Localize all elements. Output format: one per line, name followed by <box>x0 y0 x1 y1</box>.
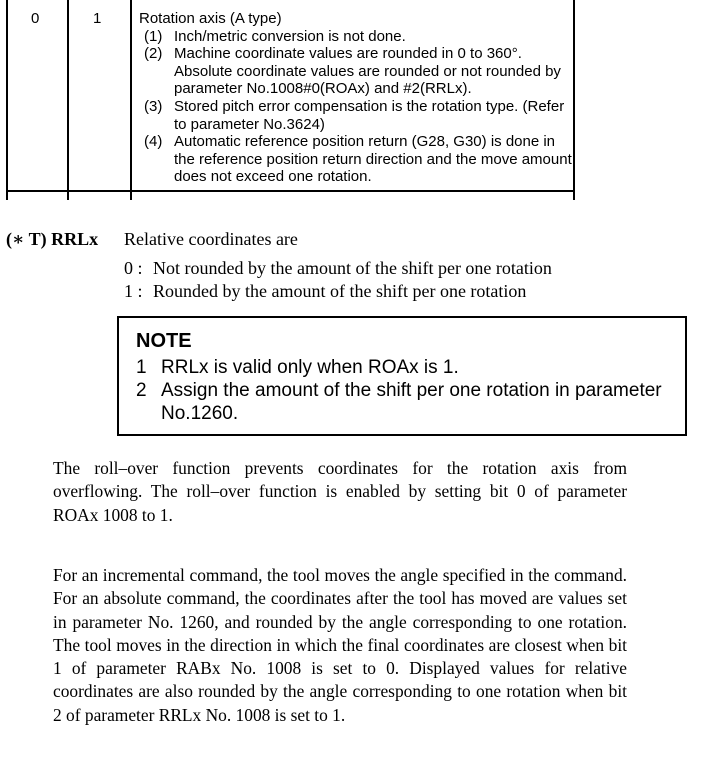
description-item-text: Inch/metric conversion is not done. <box>174 27 406 45</box>
note-item-number: 2 <box>136 380 147 401</box>
description-item <box>144 45 579 98</box>
description-item-number: (1) <box>144 27 163 45</box>
description-item-text: Stored pitch error compensation is the rotation type. (Refer to parameter No.3624) <box>174 97 565 133</box>
description-item <box>144 98 579 133</box>
table-divider-1 <box>67 0 69 200</box>
note-item-number: 1 <box>136 357 147 378</box>
table-cell-col1: 0 <box>31 10 40 27</box>
option-key: 0 : <box>124 258 143 278</box>
table-row-bottom-border <box>6 190 575 192</box>
option-text: Not rounded by the amount of the shift per one rotation <box>153 258 552 278</box>
note-item-text: RRLx is valid only when ROAx is 1. <box>161 357 459 378</box>
parameter-table-fragment <box>6 0 575 200</box>
body-paragraph: For an incremental command, the tool moves the angle specified in the command. For an absolute command, the coordinates after the tool has moved are values set in parameter No. 1260, and rounded by the angle corresponding to one rotation. The tool moves in the direction in which the final coordinates are closest when bit 1 of parameter RABx No. 1008 is set to 0. Displayed values for relative coordinates are also rounded by the angle corresponding to one rotation when bit 2 of parameter RRLx No. 1008 is set to 1. <box>53 565 627 725</box>
table-cell-description <box>139 10 579 186</box>
description-item-text: Automatic reference position return (G28, G30) is done in the reference position return direction and the move amount does not exceed one rotation. <box>174 133 572 186</box>
note-item <box>136 379 681 425</box>
description-title: Rotation axis (A type) <box>139 10 282 27</box>
parameter-option <box>124 280 552 303</box>
option-text: Rounded by the amount of the shift per one rotation <box>153 281 527 301</box>
description-item-text: Machine coordinate values are rounded in 0 to 360°. Absolute coordinate values are rounded or not rounded by parameter No.1008#0(ROAx) and #2(RRLx). <box>174 45 561 98</box>
option-key: 1 : <box>124 281 143 301</box>
note-item-text: Assign the amount of the shift per one rotation in parameter No.1260. <box>161 380 662 424</box>
table-cell-col2: 1 <box>93 10 102 27</box>
table-divider-2 <box>130 0 132 200</box>
parameter-options <box>124 257 552 303</box>
note-box <box>117 316 687 436</box>
parameter-option <box>124 257 552 280</box>
description-item <box>144 28 579 46</box>
note-item <box>136 356 681 379</box>
description-item <box>144 133 579 186</box>
note-items <box>136 356 681 425</box>
body-paragraph: The roll–over function prevents coordinates for the rotation axis from overflowing. The roll–over function is enabled by setting bit 0 of parameter ROAx 1008 to 1. <box>53 458 627 525</box>
table-border-left <box>6 0 8 200</box>
description-item-number: (2) <box>144 45 163 63</box>
note-title: NOTE <box>136 330 192 352</box>
description-item-number: (3) <box>144 97 163 115</box>
parameter-name: (∗ T) RRLx <box>6 229 99 249</box>
description-item-number: (4) <box>144 133 163 151</box>
parameter-description: Relative coordinates are <box>124 229 298 249</box>
